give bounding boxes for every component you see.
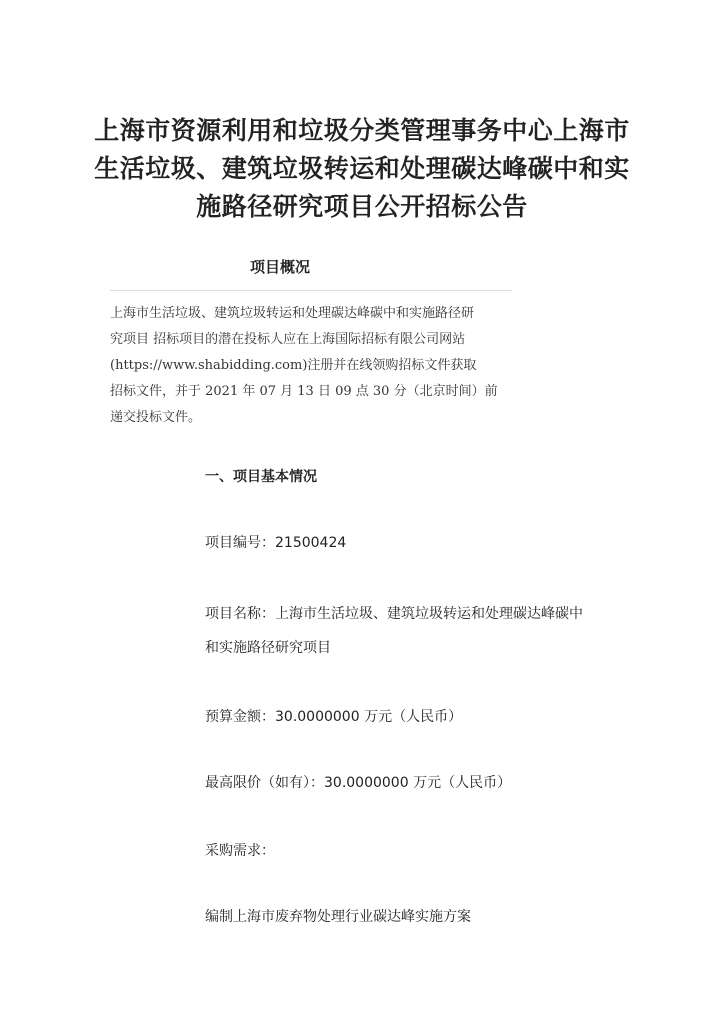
overview-line-4: 招标文件，并于 2021 年 07 月 13 日 09 点 30 分（北京时间）前 xyxy=(110,384,498,399)
overview-divider xyxy=(110,290,512,291)
title-line-1: 上海市资源利用和垃圾分类管理事务中心上海市 xyxy=(94,116,630,145)
requirement-label: 采购需求： xyxy=(205,843,275,859)
budget-amount: 预算金额：30.0000000 万元（人民币） xyxy=(205,709,463,725)
overview-line-2: 究项目 招标项目的潜在投标人应在上海国际招标有限公司网站 xyxy=(110,332,466,347)
section-heading-basic-info: 一、项目基本情况 xyxy=(205,469,317,485)
overview-heading: 项目概况 xyxy=(250,258,311,276)
title-line-2: 生活垃圾、建筑垃圾转运和处理碳达峰碳中和实 xyxy=(94,154,630,183)
page-title xyxy=(80,112,644,226)
project-name xyxy=(205,599,625,663)
requirement-content: 编制上海市废弃物处理行业碳达峰实施方案 xyxy=(205,909,471,925)
overview-line-3: (https://www.shabidding.com)注册并在线领购招标文件获取 xyxy=(110,358,477,373)
max-price: 最高限价（如有）：30.0000000 万元（人民币） xyxy=(205,775,512,791)
project-number: 项目编号：21500424 xyxy=(205,535,347,551)
project-name-line-2: 和实施路径研究项目 xyxy=(205,640,331,656)
overview-paragraph xyxy=(110,301,520,431)
project-name-line-1: 项目名称：上海市生活垃圾、建筑垃圾转运和处理碳达峰碳中 xyxy=(205,606,583,622)
overview-line-5: 递交投标文件。 xyxy=(110,410,202,425)
title-line-3: 施路径研究项目公开招标公告 xyxy=(196,192,528,221)
overview-line-1: 上海市生活垃圾、建筑垃圾转运和处理碳达峰碳中和实施路径研 xyxy=(110,306,475,321)
